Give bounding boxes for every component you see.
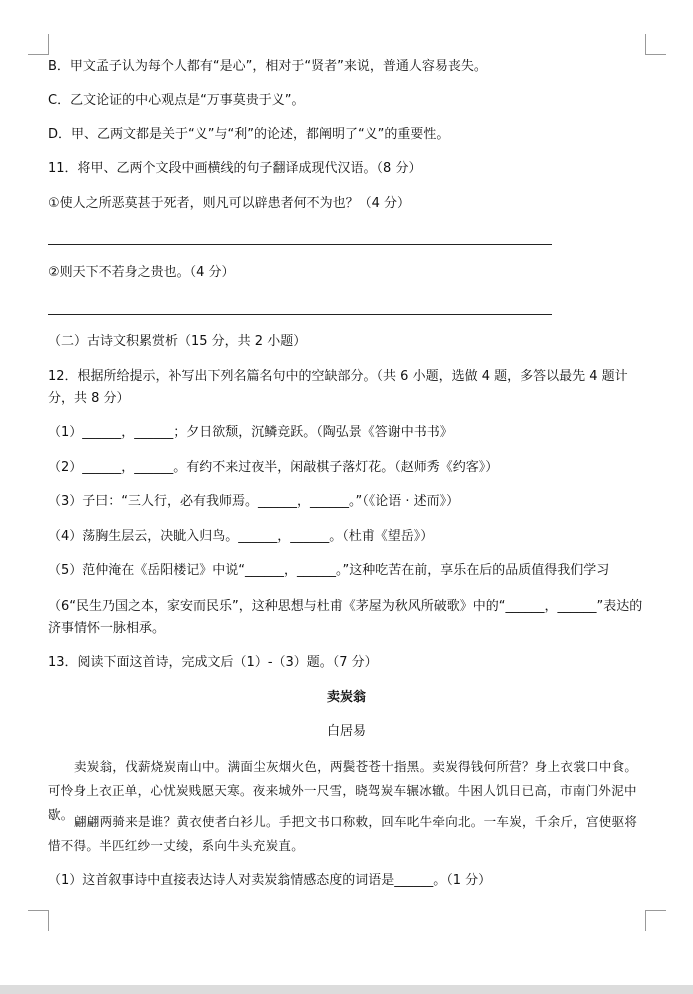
question-12-item-4: （4）荡胸生层云，决眦入归鸟。______，______。（杜甫《望岳》） [48,529,434,544]
question-13-part-1: （1）这首叙事诗中直接表达诗人对卖炭翁情感态度的词语是______。（1 分） [48,873,492,888]
question-12-item-3: （3）子曰：“三人行，必有我师焉。______，______。”（《论语 · 述而》） [48,494,460,509]
option-d: D．甲、乙两文都是关于“义”与“利”的论述，都阐明了“义”的重要性。 [48,127,450,142]
question-11-part-1: ①使人之所恶莫甚于死者，则凡可以辟患者何不为也？（4 分） [48,196,411,211]
crop-mark-top-right [645,34,666,55]
option-b: B．甲文孟子认为每个人都有“是心”，相对于“贤者”来说，普通人容易丧失。 [48,59,487,74]
question-11: 11．将甲、乙两个文段中画横线的句子翻译成现代汉语。（8 分） [48,161,422,176]
page-gap-bar [0,985,693,994]
answer-line-1 [48,244,552,245]
question-12-item-1: （1）______，______；夕日欲颓，沉鳞竞跃。（陶弘景《答谢中书书》 [48,425,453,440]
question-12-item-6: （6“民生乃国之本，家安而民乐”，这种思想与杜甫《茅屋为秋风所破歌》中的“______，______”表达的济事情怀一脉相承。 [48,599,643,636]
crop-mark-bottom-right [645,910,666,931]
question-13: 13．阅读下面这首诗，完成文后（1）-（3）题。（7 分） [48,655,378,670]
question-12: 12．根据所给提示，补写出下列名篇名句中的空缺部分。（共 6 小题，选做 4 题，多答以最先 4 题计分，共 8 分） [48,369,628,406]
answer-line-2 [48,314,552,315]
section-2-heading: （二）古诗文积累赏析（15 分，共 2 小题） [48,334,307,349]
poem-paragraph-2: 翩翩两骑来是谁？黄衣使者白衫儿。手把文书口称敕，回车叱牛牵向北。一车炭，千余斤，宫使驱将惜不得。半匹红纱一丈绫，系向牛头充炭直。 [48,814,638,853]
option-c: C．乙文论证的中心观点是“万事莫贵于义”。 [48,93,305,108]
poem-author: 白居易 [326,724,366,739]
crop-mark-top-left [28,34,49,55]
poem-title: 卖炭翁 [326,690,366,705]
crop-mark-bottom-left [28,910,49,931]
poem-paragraph-1: 卖炭翁，伐薪烧炭南山中。满面尘灰烟火色，两鬓苍苍十指黑。卖炭得钱何所营？身上衣裳口中食。可怜身上衣正单，心忧炭贱愿天寒。夜来城外一尺雪，晓驾炭车辗冰辙。牛困人饥日已高，市南门外泥中歇。 [48,759,638,822]
question-12-item-5: （5）范仲淹在《岳阳楼记》中说“______，______。”这种吃苦在前，享乐在后的品质值得我们学习 [48,563,610,578]
question-11-part-2: ②则天下不若身之贵也。（4 分） [48,265,235,280]
question-12-item-2: （2）______，______。有约不来过夜半，闲敲棋子落灯花。（赵师秀《约客》） [48,460,499,475]
